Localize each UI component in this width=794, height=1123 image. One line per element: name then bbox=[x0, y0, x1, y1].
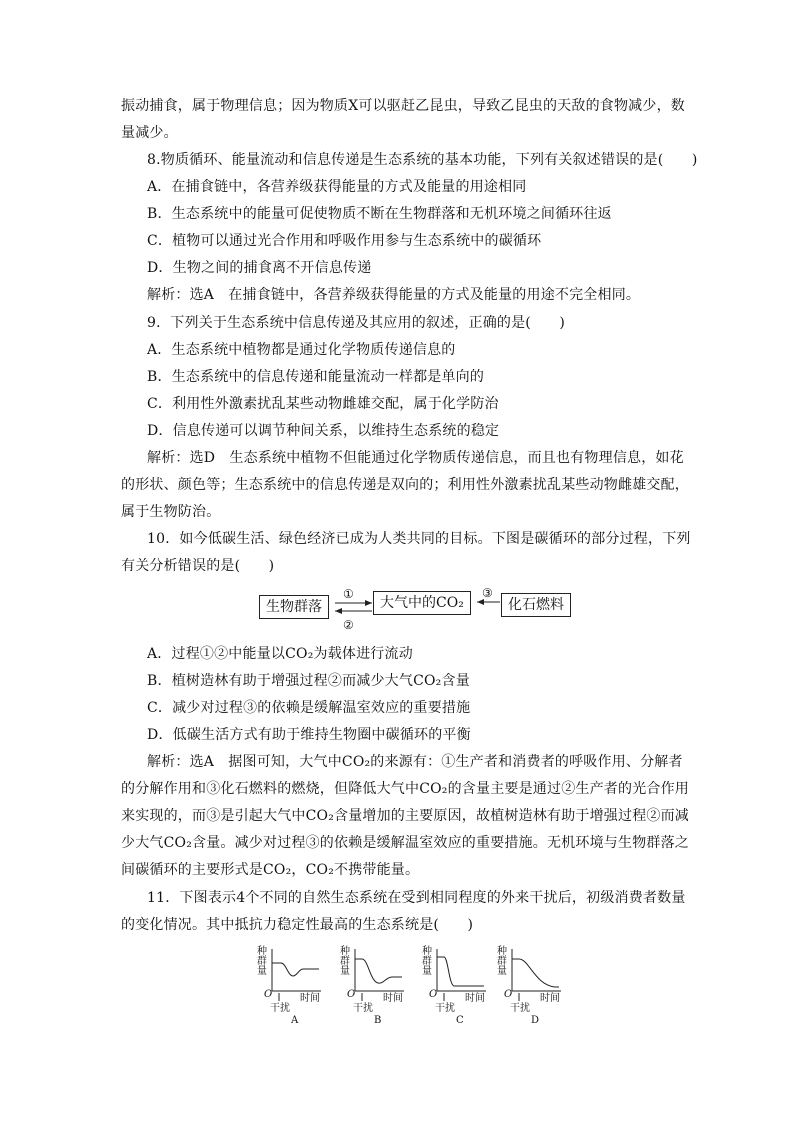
y-axis-label: 种 群 量 bbox=[422, 946, 432, 977]
question-8-stem: 8.物质循环、能量流动和信息传递是生态系统的基本功能，下列有关叙述错误的是( ) bbox=[147, 152, 698, 168]
question-8-option-c: C．植物可以通过光合作用和呼吸作用参与生态系统中的碳循环 bbox=[147, 233, 542, 249]
question-9-analysis-cont: 属于生物防治。 bbox=[121, 504, 221, 520]
x-axis-label: 时间 bbox=[300, 993, 320, 1004]
text-line: 振动捕食，属于物理信息；因为物质X可以驱赶乙昆虫，导致乙昆虫的天敌的食物减少，数 bbox=[121, 98, 685, 114]
arrow-3-label: ③ bbox=[482, 586, 493, 600]
disturbance-label: 干扰 bbox=[510, 1003, 530, 1014]
population-graphs bbox=[255, 945, 575, 1025]
panel-label: C bbox=[456, 1015, 464, 1026]
origin-label: O bbox=[347, 989, 356, 1000]
question-10-analysis: 解析：选A 据图可知，大气中CO₂的来源有：①生产者和消费者的呼吸作用、分解者 bbox=[147, 754, 683, 770]
graph-panel-c bbox=[420, 945, 500, 1025]
box-atmospheric-co2: 大气中的CO₂ bbox=[373, 591, 471, 615]
disturbance-label: 干扰 bbox=[435, 1003, 455, 1014]
question-10-analysis-cont: 少大气CO₂含量。减少对过程③的依赖是缓解温室效应的重要措施。无机环境与生物群落之 bbox=[121, 835, 689, 851]
question-10-stem-cont: 有关分析错误的是( ) bbox=[121, 558, 275, 574]
question-11-stem: 11．下图表示4个不同的自然生态系统在受到相同程度的外来干扰后，初级消费者数量 bbox=[147, 890, 686, 906]
question-10-stem: 10．如今低碳生活、绿色经济已成为人类共同的目标。下图是碳循环的部分过程，下列 bbox=[147, 531, 691, 547]
x-axis-label: 时间 bbox=[540, 993, 560, 1004]
question-8-option-d: D．生物之间的捕食离不开信息传递 bbox=[147, 260, 372, 276]
question-9-option-a: A．生态系统中植物都是通过化学物质传递信息的 bbox=[147, 342, 456, 358]
disturbance-label: 干扰 bbox=[353, 1003, 373, 1014]
question-10-option-d: D．低碳生活方式有助于维持生物圈中碳循环的平衡 bbox=[147, 727, 471, 743]
question-9-option-b: B．生态系统中的信息传递和能量流动一样都是单向的 bbox=[147, 369, 485, 385]
graph-panel-a bbox=[255, 945, 335, 1025]
x-axis-label: 时间 bbox=[465, 993, 485, 1004]
origin-label: O bbox=[264, 989, 273, 1000]
panel-label: B bbox=[374, 1015, 382, 1026]
graph-panel-d bbox=[495, 945, 575, 1025]
x-axis-label: 时间 bbox=[383, 993, 403, 1004]
question-10-option-c: C．减少对过程③的依赖是缓解温室效应的重要措施 bbox=[147, 700, 471, 716]
cycle-arrows bbox=[255, 585, 585, 635]
y-axis-label: 种 群 量 bbox=[257, 946, 267, 977]
question-9-option-c: C．利用性外激素扰乱某些动物雌雄交配，属于化学防治 bbox=[147, 396, 499, 412]
box-biological-community: 生物群落 bbox=[259, 595, 329, 619]
question-10-option-a: A．过程①②中能量以CO₂为载体进行流动 bbox=[147, 646, 413, 662]
question-9-stem: 9．下列关于生态系统中信息传递及其应用的叙述，正确的是( ) bbox=[147, 315, 566, 331]
y-axis-label: 种 群 量 bbox=[497, 946, 507, 977]
question-11-stem-cont: 的变化情况。其中抵抗力稳定性最高的生态系统是( ) bbox=[121, 917, 474, 933]
carbon-cycle-diagram bbox=[255, 585, 585, 635]
box-fossil-fuel: 化石燃料 bbox=[501, 593, 571, 617]
arrow-2-label: ② bbox=[343, 618, 354, 632]
question-8-analysis: 解析：选A 在捕食链中，各营养级获得能量的方式及能量的用途不完全相同。 bbox=[147, 287, 641, 303]
question-10-option-b: B．植树造林有助于增强过程②而减少大气CO₂含量 bbox=[147, 673, 470, 689]
origin-label: O bbox=[504, 989, 513, 1000]
question-9-option-d: D．信息传递可以调节种间关系，以维持生态系统的稳定 bbox=[147, 423, 500, 439]
question-10-analysis-cont: 来实现的，而③是引起大气中CO₂含量增加的主要原因，故植树造林有助于增强过程②而减 bbox=[121, 808, 689, 824]
question-10-analysis-cont: 间碳循环的主要形式是CO₂，CO₂不携带能量。 bbox=[121, 862, 420, 878]
disturbance-label: 干扰 bbox=[270, 1003, 290, 1014]
origin-label: O bbox=[429, 989, 438, 1000]
text-line: 量减少。 bbox=[121, 125, 178, 141]
question-8-option-a: A．在捕食链中，各营养级获得能量的方式及能量的用途相同 bbox=[147, 179, 527, 195]
y-axis-label: 种 群 量 bbox=[340, 946, 350, 977]
panel-label: A bbox=[291, 1015, 299, 1026]
question-8-option-b: B．生态系统中的能量可促使物质不断在生物群落和无机环境之间循环往返 bbox=[147, 206, 612, 222]
question-9-analysis: 解析：选D 生态系统中植物不但能通过化学物质传递信息，而且也有物理信息，如花 bbox=[147, 450, 684, 466]
question-9-analysis-cont: 的形状、颜色等；生态系统中的信息传递是双向的；利用性外激素扰乱某些动物雌雄交配， bbox=[121, 477, 689, 493]
graph-panel-b bbox=[338, 945, 418, 1025]
arrow-1-label: ① bbox=[343, 587, 354, 601]
question-10-analysis-cont: 的分解作用和③化石燃料的燃烧，但降低大气中CO₂的含量主要是通过②生产者的光合作用 bbox=[121, 781, 689, 797]
panel-label: D bbox=[531, 1015, 540, 1026]
